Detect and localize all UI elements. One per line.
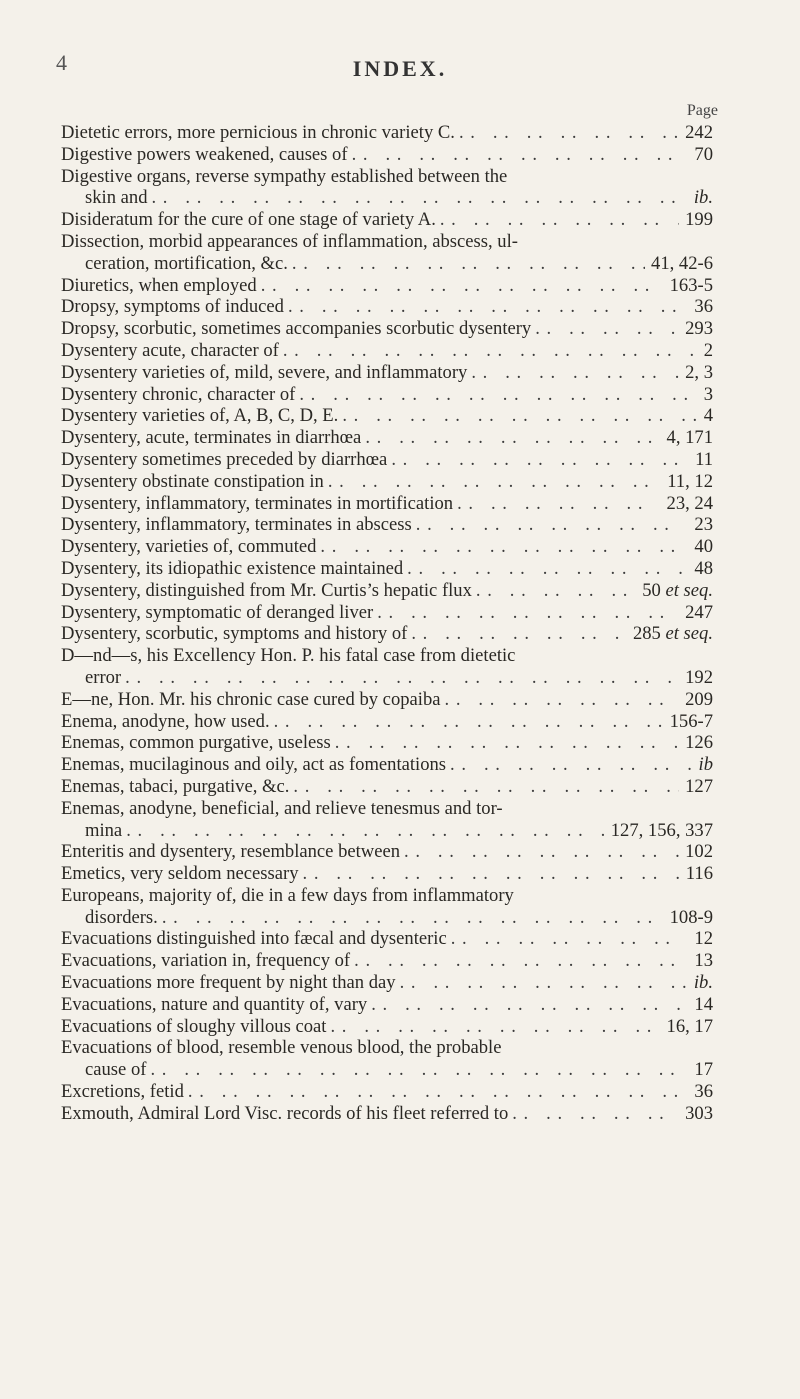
dot-leader bbox=[350, 950, 688, 972]
dot-leader bbox=[338, 405, 697, 427]
dot-leader bbox=[387, 449, 689, 471]
index-entry bbox=[61, 711, 713, 733]
entry-heading-line bbox=[61, 231, 713, 253]
entry-continuation-line bbox=[61, 253, 713, 275]
index-entry bbox=[61, 166, 713, 210]
index-entry bbox=[61, 536, 713, 558]
entry-heading-line bbox=[61, 798, 713, 820]
entry-text: Evacuations, nature and quantity of, vary bbox=[61, 993, 368, 1015]
index-entry bbox=[61, 732, 713, 754]
entry-page-ref: 36 bbox=[694, 1081, 713, 1103]
entry-text: Dysentery varieties of, mild, severe, and inflammatory bbox=[61, 361, 468, 383]
entry-page-ref: 23 bbox=[694, 514, 713, 536]
entry-text: Dysentery obstinate constipation in bbox=[61, 470, 324, 492]
dot-leader bbox=[446, 754, 692, 776]
entry-text: Dysentery, inflammatory, terminates in abscess bbox=[61, 514, 412, 536]
index-entry bbox=[61, 384, 713, 406]
entry-page-ref: 116 bbox=[685, 863, 713, 885]
entry-heading-line bbox=[61, 732, 713, 754]
index-entry bbox=[61, 928, 713, 950]
entry-text: Enemas, mucilaginous and oily, act as fomentations bbox=[61, 754, 447, 776]
entry-page-ref: 303 bbox=[685, 1102, 713, 1124]
entry-heading-line bbox=[61, 340, 713, 362]
dot-leader bbox=[412, 514, 689, 536]
entry-text: Dysentery, distinguished from Mr. Curtis’s hepatic flux bbox=[61, 579, 472, 601]
index-entry bbox=[61, 318, 713, 340]
dot-leader bbox=[295, 384, 697, 406]
entry-text: mina bbox=[85, 819, 123, 841]
dot-leader bbox=[331, 732, 679, 754]
entry-text: Dysentery sometimes preceded by diarrhœa bbox=[61, 448, 388, 470]
entry-text: Europeans, majority of, die in a few days from inflammatory bbox=[61, 884, 514, 906]
entry-heading-line bbox=[61, 1103, 713, 1125]
dot-leader bbox=[257, 275, 664, 297]
entry-heading-line bbox=[61, 928, 713, 950]
index-entry bbox=[61, 754, 713, 776]
index-entry bbox=[61, 798, 713, 842]
entry-heading-line bbox=[61, 209, 713, 231]
entry-page-ref: 4 bbox=[703, 405, 713, 427]
entry-page-ref: 50 et seq. bbox=[642, 579, 713, 601]
dot-leader bbox=[270, 711, 664, 733]
entry-text: Dysentery, acute, terminates in diarrhœa bbox=[61, 427, 362, 449]
index-entry bbox=[61, 405, 713, 427]
entry-text: Enemas, anodyne, beneficial, and relieve tenesmus and tor- bbox=[61, 797, 503, 819]
dot-leader bbox=[361, 427, 660, 449]
dot-leader bbox=[148, 187, 688, 209]
index-entry bbox=[61, 863, 713, 885]
index-entry bbox=[61, 209, 713, 231]
entry-page-ref: 192 bbox=[685, 666, 713, 688]
dot-leader bbox=[373, 602, 679, 624]
entry-heading-line bbox=[61, 405, 713, 427]
dot-leader bbox=[299, 863, 680, 885]
entry-text: Dissection, morbid appearances of inflammation, abscess, ul- bbox=[61, 230, 518, 252]
index-entry bbox=[61, 362, 713, 384]
entry-text: ceration, mortification, &c. bbox=[85, 252, 288, 274]
index-entry bbox=[61, 1081, 713, 1103]
dot-leader bbox=[436, 209, 679, 231]
dot-leader bbox=[472, 580, 636, 602]
entry-heading-line bbox=[61, 623, 713, 645]
index-entry bbox=[61, 1037, 713, 1081]
entry-heading-line bbox=[61, 296, 713, 318]
index-entry bbox=[61, 275, 713, 297]
entry-text: Emetics, very seldom necessary bbox=[61, 863, 299, 885]
running-head: INDEX. bbox=[352, 56, 448, 81]
index-entry bbox=[61, 580, 713, 602]
index-entry bbox=[61, 645, 713, 689]
entry-heading-line bbox=[61, 122, 713, 144]
index-entry bbox=[61, 689, 713, 711]
entry-page-ref: 209 bbox=[685, 688, 713, 710]
entry-text: E—ne, Hon. Mr. his chronic case cured by copaiba bbox=[61, 688, 441, 710]
entry-text: Dysentery, scorbutic, symptoms and history of bbox=[61, 623, 408, 645]
entry-heading-line bbox=[61, 711, 713, 733]
entry-heading-line bbox=[61, 885, 713, 907]
entry-heading-line bbox=[61, 972, 713, 994]
entry-continuation-line bbox=[61, 667, 713, 689]
entry-text: Evacuations, variation in, frequency of bbox=[61, 950, 351, 972]
entry-text: Dysentery chronic, character of bbox=[61, 383, 296, 405]
entry-page-ref: 102 bbox=[685, 841, 713, 863]
dot-leader bbox=[122, 820, 605, 842]
entry-text: Dysentery, varieties of, commuted bbox=[61, 536, 317, 558]
entry-page-ref: 108-9 bbox=[669, 906, 713, 928]
entry-continuation-line bbox=[61, 187, 713, 209]
page-number: 4 bbox=[56, 50, 67, 75]
entry-text: Diuretics, when employed bbox=[61, 274, 257, 296]
entry-text: Excretions, fetid bbox=[61, 1081, 184, 1103]
entry-text: Dysentery, its idiopathic existence maintained bbox=[61, 557, 404, 579]
entry-heading-line bbox=[61, 863, 713, 885]
entry-heading-line bbox=[61, 514, 713, 536]
entry-page-ref: 163-5 bbox=[669, 274, 713, 296]
dot-leader bbox=[467, 362, 679, 384]
dot-leader bbox=[184, 1081, 689, 1103]
dot-leader bbox=[121, 667, 679, 689]
entry-heading-line bbox=[61, 776, 713, 798]
index-entry bbox=[61, 776, 713, 798]
entry-page-ref: 23, 24 bbox=[666, 492, 713, 514]
dot-leader bbox=[453, 493, 660, 515]
entry-heading-line bbox=[61, 1081, 713, 1103]
entry-heading-line bbox=[61, 1016, 713, 1038]
dot-leader bbox=[284, 296, 688, 318]
entry-page-ref: ib. bbox=[693, 187, 713, 209]
entry-page-ref: 127 bbox=[685, 775, 713, 797]
entry-heading-line bbox=[61, 950, 713, 972]
entry-page-ref: 11 bbox=[695, 448, 713, 470]
index-entry bbox=[61, 340, 713, 362]
dot-leader bbox=[348, 144, 689, 166]
entry-heading-line bbox=[61, 754, 713, 776]
entry-page-ref: 199 bbox=[685, 209, 713, 231]
entry-page-ref: 4, 171 bbox=[666, 427, 713, 449]
dot-leader bbox=[158, 907, 664, 929]
entry-page-ref: 41, 42-6 bbox=[651, 252, 713, 274]
dot-leader bbox=[455, 122, 679, 144]
entry-text: Evacuations of sloughy villous coat bbox=[61, 1015, 327, 1037]
entry-text: Evacuations more frequent by night than day bbox=[61, 972, 396, 994]
entry-page-ref: ib bbox=[698, 754, 713, 776]
index-entry bbox=[61, 449, 713, 471]
entry-text: Dietetic errors, more pernicious in chronic variety C. bbox=[61, 122, 455, 143]
entry-page-ref: 285 et seq. bbox=[632, 623, 713, 645]
entry-heading-line bbox=[61, 1037, 713, 1059]
entry-heading-line bbox=[61, 558, 713, 580]
entry-text: Digestive organs, reverse sympathy established between the bbox=[61, 165, 508, 187]
entry-text: Enemas, tabaci, purgative, &c. bbox=[61, 775, 290, 797]
entry-heading-line bbox=[61, 362, 713, 384]
index-entry bbox=[61, 471, 713, 493]
entry-text: Digestive powers weakened, causes of bbox=[61, 143, 348, 165]
dot-leader bbox=[508, 1103, 679, 1125]
dot-leader bbox=[326, 1016, 660, 1038]
entry-heading-line bbox=[61, 580, 713, 602]
dot-leader bbox=[531, 318, 679, 340]
dot-leader bbox=[407, 623, 627, 645]
entry-page-ref: 14 bbox=[694, 993, 713, 1015]
entry-heading-line bbox=[61, 645, 713, 667]
entry-heading-line bbox=[61, 427, 713, 449]
dot-leader bbox=[447, 928, 689, 950]
entry-text: Dysentery, inflammatory, terminates in mortification bbox=[61, 492, 454, 514]
entry-heading-line bbox=[61, 471, 713, 493]
entry-heading-line bbox=[61, 144, 713, 166]
entry-page-ref: 242 bbox=[685, 122, 713, 143]
dot-leader bbox=[441, 689, 680, 711]
entry-page-ref: 40 bbox=[694, 536, 713, 558]
index-entry bbox=[61, 1103, 713, 1125]
entry-text: Dropsy, scorbutic, sometimes accompanies scorbutic dysentery bbox=[61, 318, 532, 340]
dot-leader bbox=[403, 558, 688, 580]
entry-text: Dysentery acute, character of bbox=[61, 339, 279, 361]
entry-text: cause of bbox=[85, 1059, 147, 1081]
entry-text: disorders. bbox=[85, 906, 158, 928]
entry-text: Evacuations of blood, resemble venous blood, the probable bbox=[61, 1037, 502, 1059]
index-entry bbox=[61, 514, 713, 536]
dot-leader bbox=[400, 841, 679, 863]
index-entry bbox=[61, 623, 713, 645]
entry-text: skin and bbox=[85, 187, 148, 209]
entry-heading-line bbox=[61, 275, 713, 297]
entry-page-ref: 36 bbox=[694, 296, 713, 318]
index-entry bbox=[61, 144, 713, 166]
index-entries bbox=[61, 122, 713, 1125]
dot-leader bbox=[289, 776, 679, 798]
entry-text: Dropsy, symptoms of induced bbox=[61, 296, 284, 318]
index-entry bbox=[61, 558, 713, 580]
entry-text: Enemas, common purgative, useless bbox=[61, 732, 331, 754]
entry-page-ref: 16, 17 bbox=[666, 1015, 713, 1037]
page-column-header: Page bbox=[686, 102, 718, 119]
index-entry bbox=[61, 994, 713, 1016]
entry-page-ref: 13 bbox=[694, 950, 713, 972]
entry-page-ref: 11, 12 bbox=[667, 470, 713, 492]
entry-continuation-line bbox=[61, 1059, 713, 1081]
dot-leader bbox=[146, 1059, 688, 1081]
entry-heading-line bbox=[61, 602, 713, 624]
index-entry bbox=[61, 841, 713, 863]
index-entry bbox=[61, 885, 713, 929]
entry-heading-line bbox=[61, 841, 713, 863]
entry-heading-line bbox=[61, 384, 713, 406]
entry-heading-line bbox=[61, 166, 713, 188]
index-entry bbox=[61, 493, 713, 515]
entry-page-ref: 293 bbox=[685, 318, 713, 340]
entry-continuation-line bbox=[61, 907, 713, 929]
entry-page-ref: 12 bbox=[694, 928, 713, 950]
entry-page-ref: 156-7 bbox=[669, 710, 713, 732]
index-entry bbox=[61, 231, 713, 275]
entry-heading-line bbox=[61, 493, 713, 515]
entry-page-ref: 247 bbox=[685, 601, 713, 623]
entry-page-ref: 127, 156, 337 bbox=[610, 819, 713, 841]
entry-page-ref: 3 bbox=[703, 383, 713, 405]
entry-text: Enema, anodyne, how used. bbox=[61, 710, 270, 732]
entry-page-ref: 2, 3 bbox=[685, 361, 713, 383]
dot-leader bbox=[367, 994, 688, 1016]
index-entry bbox=[61, 427, 713, 449]
index-entry bbox=[61, 296, 713, 318]
entry-heading-line bbox=[61, 449, 713, 471]
entry-page-ref: ib. bbox=[693, 972, 713, 994]
entry-text: Exmouth, Admiral Lord Visc. records of his fleet referred to bbox=[61, 1102, 509, 1124]
entry-heading-line bbox=[61, 994, 713, 1016]
entry-page-ref: 126 bbox=[685, 732, 713, 754]
dot-leader bbox=[279, 340, 698, 362]
index-entry bbox=[61, 972, 713, 994]
entry-heading-line bbox=[61, 536, 713, 558]
entry-text: Evacuations distinguished into fæcal and dysenteric bbox=[61, 928, 447, 950]
entry-text: D—nd—s, his Excellency Hon. P. his fatal case from dietetic bbox=[61, 645, 516, 667]
dot-leader bbox=[288, 253, 645, 275]
dot-leader bbox=[324, 471, 661, 493]
dot-leader bbox=[316, 536, 688, 558]
index-entry bbox=[61, 1016, 713, 1038]
entry-page-ref: 2 bbox=[703, 339, 713, 361]
entry-text: Enteritis and dysentery, resemblance between bbox=[61, 841, 401, 863]
entry-heading-line bbox=[61, 318, 713, 340]
index-entry bbox=[61, 122, 713, 144]
entry-text: Dysentery, symptomatic of deranged liver bbox=[61, 601, 374, 623]
entry-text: error bbox=[85, 666, 122, 688]
entry-page-ref: 48 bbox=[694, 557, 713, 579]
index-entry bbox=[61, 602, 713, 624]
entry-continuation-line bbox=[61, 820, 713, 842]
dot-leader bbox=[396, 972, 688, 994]
entry-text: Dysentery varieties of, A, B, C, D, E. bbox=[61, 405, 339, 427]
entry-page-ref: 70 bbox=[694, 143, 713, 165]
index-entry bbox=[61, 950, 713, 972]
entry-text: Disideratum for the cure of one stage of variety A. bbox=[61, 209, 436, 231]
entry-page-ref: 17 bbox=[694, 1059, 713, 1081]
entry-heading-line bbox=[61, 689, 713, 711]
